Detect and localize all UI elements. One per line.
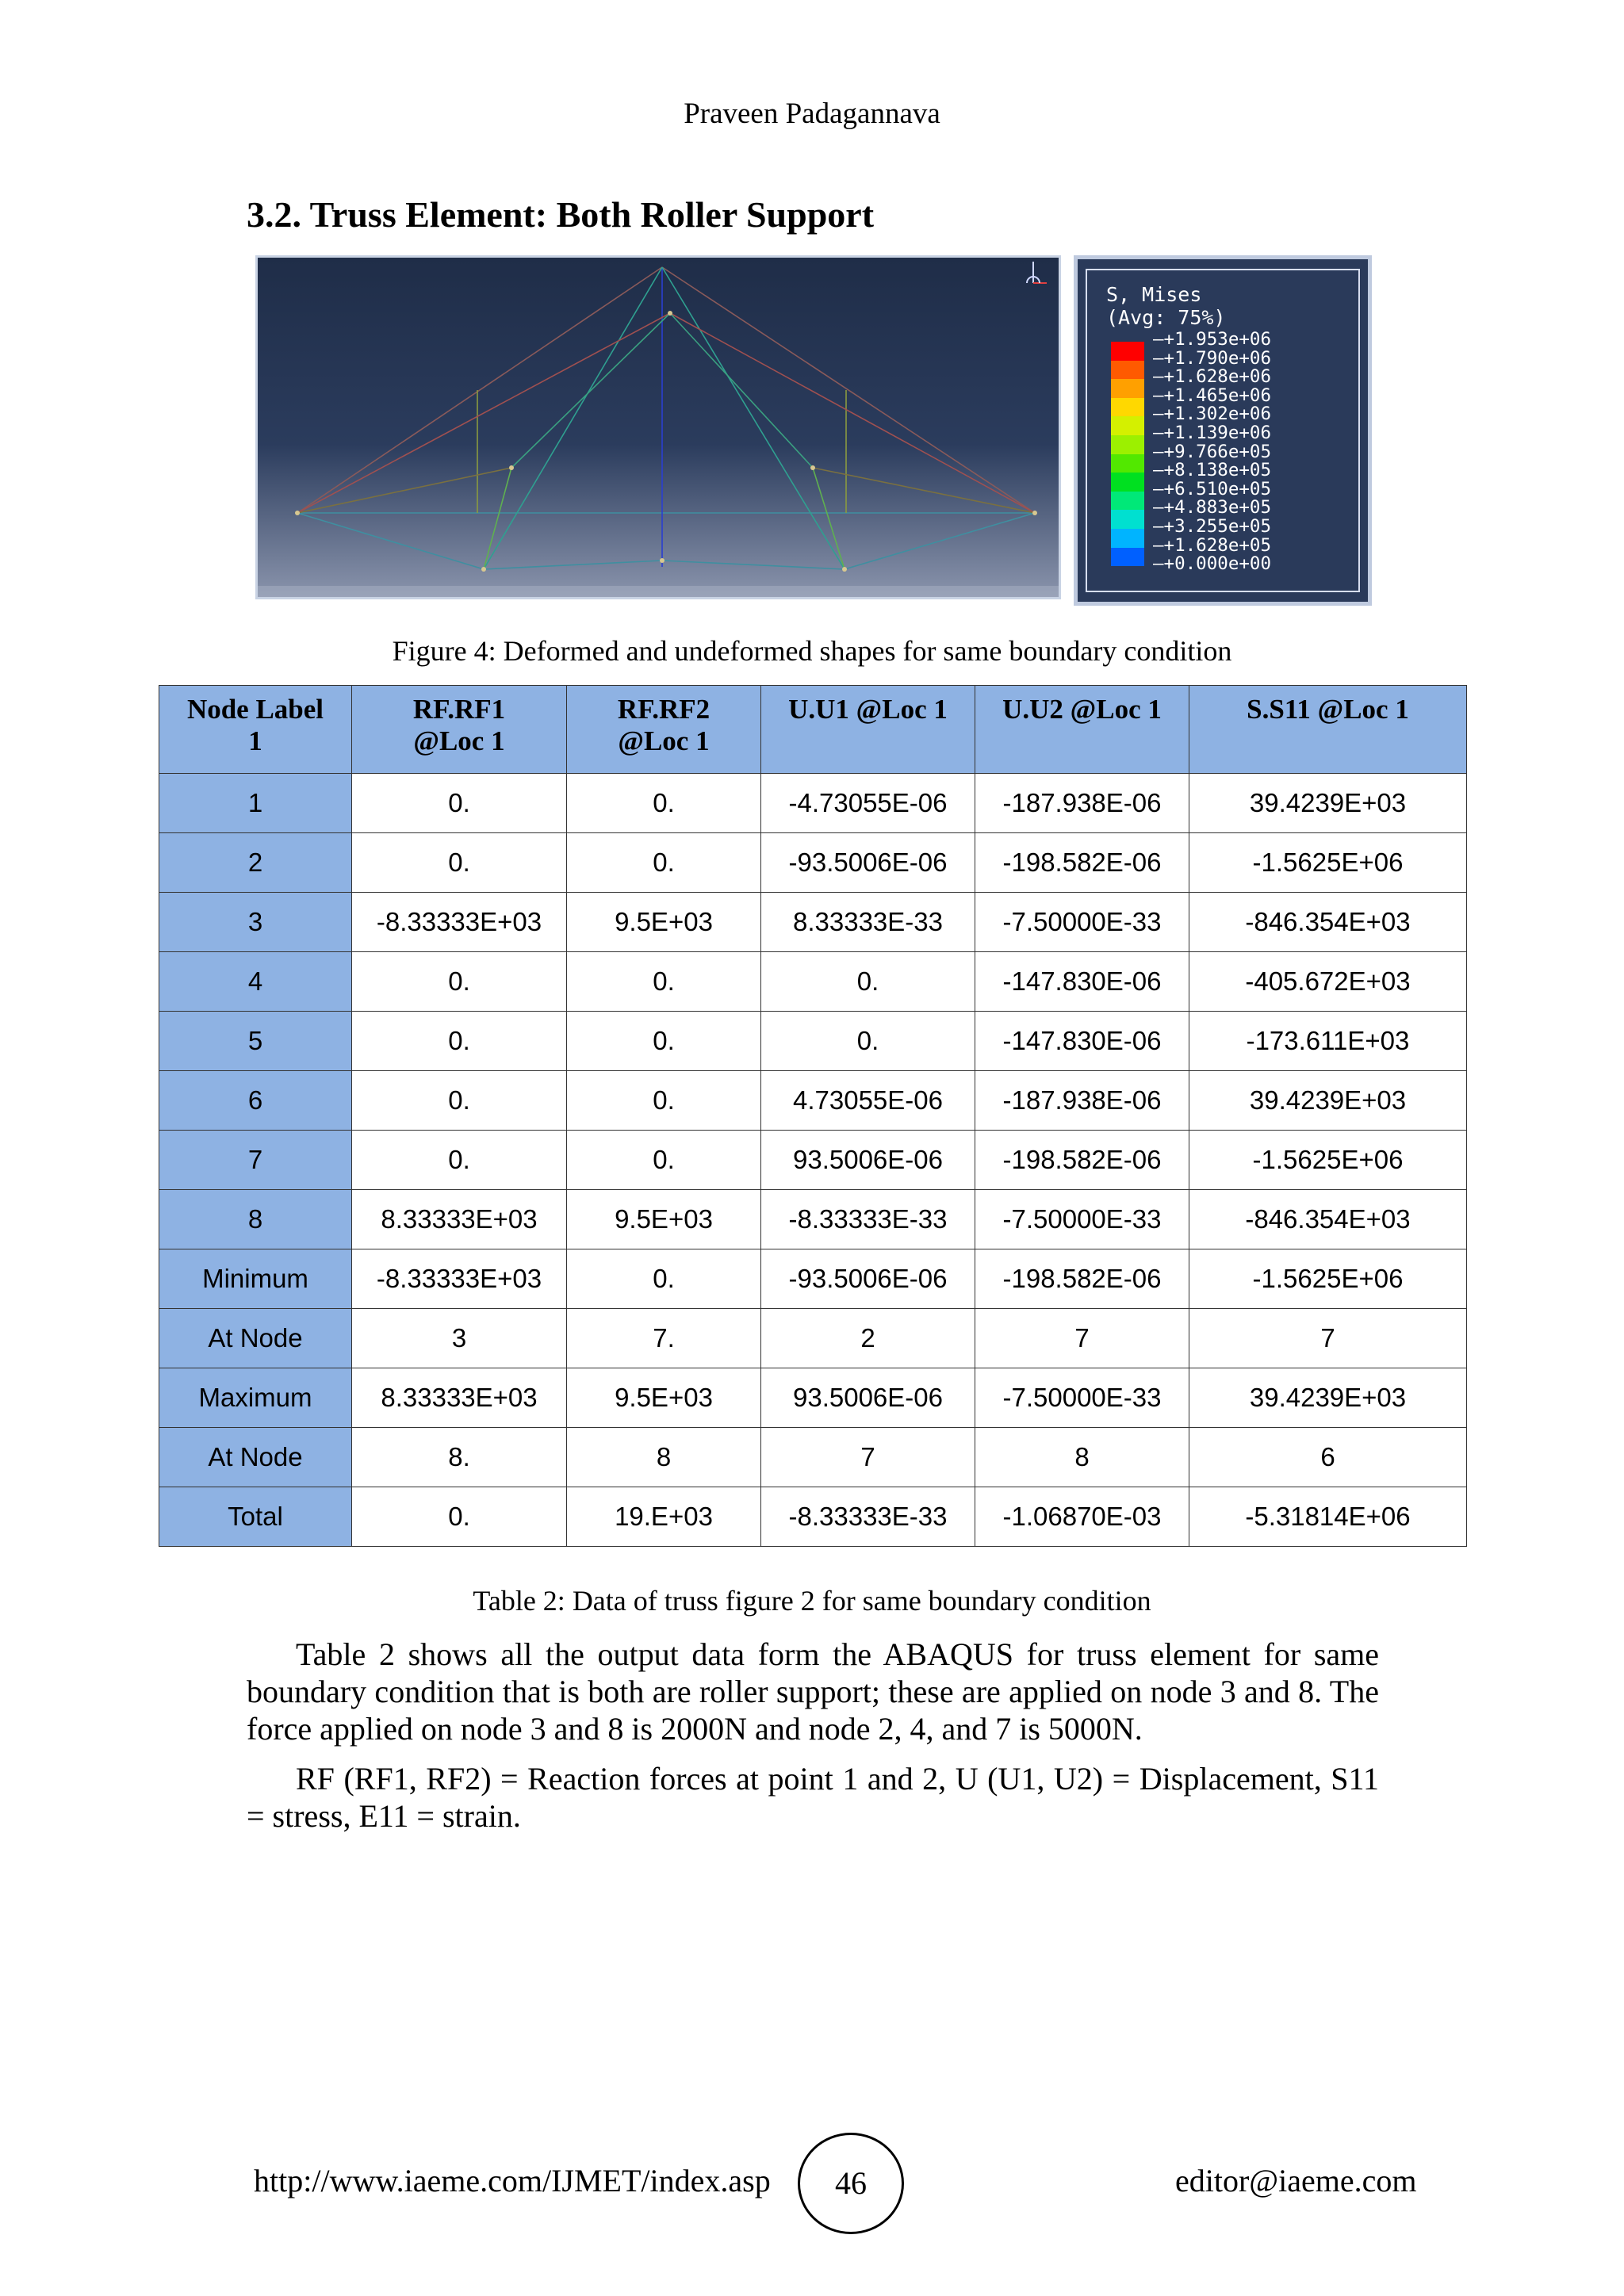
table-row-label: 1	[159, 774, 352, 833]
table-cell: 7	[975, 1309, 1189, 1368]
table-cell: 6	[1189, 1428, 1467, 1487]
table-cell: -5.31814E+06	[1189, 1487, 1467, 1547]
legend-value: – +6.510e+05	[1153, 480, 1271, 499]
table-cell: -187.938E-06	[975, 774, 1189, 833]
legend-value: – +4.883e+05	[1153, 499, 1271, 518]
table-cell: -93.5006E-06	[761, 1249, 975, 1309]
table-cell: 39.4239E+03	[1189, 1071, 1467, 1131]
table-row-label: 2	[159, 833, 352, 893]
table-cell: 9.5E+03	[567, 1368, 761, 1428]
table-header-cell	[567, 686, 761, 774]
running-head: Praveen Padagannava	[684, 98, 940, 130]
table-cell: -198.582E-06	[975, 833, 1189, 893]
truss-member	[484, 468, 511, 569]
table-cell: 7.	[567, 1309, 761, 1368]
table-cell: 8.33333E+03	[352, 1190, 567, 1249]
table-cell: -7.50000E-33	[975, 1190, 1189, 1249]
table-cell: 93.5006E-06	[761, 1131, 975, 1190]
legend-swatch	[1111, 398, 1144, 417]
body-paragraph: RF (RF1, RF2) = Reaction forces at point 1 and 2, U (U1, U2) = Displacement, S11 = stress, E11 = strain.	[247, 1761, 1379, 1834]
triad-axis-icon	[1027, 262, 1047, 283]
table-header-cell	[975, 686, 1189, 774]
table-header-text: 1	[248, 725, 262, 756]
table-row	[159, 1368, 1467, 1428]
legend-swatch	[1111, 379, 1144, 398]
table-cell: 39.4239E+03	[1189, 774, 1467, 833]
legend-value: – +3.255e+05	[1153, 518, 1271, 537]
truss-member	[297, 313, 670, 513]
table-cell: -846.354E+03	[1189, 1190, 1467, 1249]
table-row	[159, 1190, 1467, 1249]
table-cell: -4.73055E-06	[761, 774, 975, 833]
table-cell: 0.	[567, 1012, 761, 1071]
table-cell: 0.	[567, 833, 761, 893]
table-row	[159, 1309, 1467, 1368]
table-cell: 0.	[567, 774, 761, 833]
table-row-label: 6	[159, 1071, 352, 1131]
table-row-label: 3	[159, 893, 352, 952]
legend-value: – +1.628e+05	[1153, 537, 1271, 556]
legend-swatch	[1111, 548, 1144, 567]
table-header-text: U.U2 @Loc 1	[1002, 694, 1162, 725]
truss-member	[297, 468, 511, 513]
legend-swatch	[1111, 473, 1144, 492]
figure-caption: Figure 4: Deformed and undeformed shapes for same boundary condition	[392, 635, 1232, 667]
table-header-text: @Loc 1	[413, 725, 505, 756]
table-cell: 19.E+03	[567, 1487, 761, 1547]
table-row	[159, 1249, 1467, 1309]
legend-swatch	[1111, 510, 1144, 529]
table-row-label: 8	[159, 1190, 352, 1249]
legend-value: – +9.766e+05	[1153, 443, 1271, 462]
table-row-label: Maximum	[159, 1368, 352, 1428]
table-row	[159, 1071, 1467, 1131]
table-header-cell	[352, 686, 567, 774]
table-row	[159, 833, 1467, 893]
truss-node	[295, 511, 300, 515]
truss-member	[484, 267, 662, 569]
truss-member	[845, 513, 1035, 569]
truss-member	[511, 313, 670, 468]
table-cell: 3	[352, 1309, 567, 1368]
table-cell: -147.830E-06	[975, 952, 1189, 1012]
truss-member	[484, 561, 662, 569]
truss-member	[662, 267, 1035, 513]
section-heading: 3.2. Truss Element: Both Roller Support	[247, 194, 875, 235]
legend-swatch	[1111, 492, 1144, 511]
table-cell: 9.5E+03	[567, 893, 761, 952]
truss-member	[670, 313, 1035, 513]
table-cell: 4.73055E-06	[761, 1071, 975, 1131]
table-header-text: Node Label	[186, 694, 324, 725]
truss-drawing	[258, 258, 1059, 597]
footer-email-link[interactable]: editor@iaeme.com	[1175, 2163, 1417, 2198]
table-header-cell	[1189, 686, 1467, 774]
table-cell: -405.672E+03	[1189, 952, 1467, 1012]
table-cell: 0.	[352, 774, 567, 833]
table-header-text: U.U1 @Loc 1	[788, 694, 948, 725]
table-header-text: @Loc 1	[618, 725, 710, 756]
table-cell: 8.	[352, 1428, 567, 1487]
table-cell: -173.611E+03	[1189, 1012, 1467, 1071]
table-cell: -1.06870E-03	[975, 1487, 1189, 1547]
truss-member	[670, 313, 813, 468]
truss-member	[297, 267, 662, 513]
table-cell: -8.33333E-33	[761, 1487, 975, 1547]
contour-legend	[1074, 255, 1372, 606]
legend-value: – +1.465e+06	[1153, 387, 1271, 406]
truss-node	[509, 465, 514, 470]
table-cell: 0.	[352, 1071, 567, 1131]
truss-member	[662, 561, 845, 569]
results-table	[159, 685, 1467, 1547]
table-cell: 0.	[761, 952, 975, 1012]
table-cell: 8	[567, 1428, 761, 1487]
table-row	[159, 952, 1467, 1012]
table-row	[159, 774, 1467, 833]
table-cell: 0.	[352, 1012, 567, 1071]
table-cell: -198.582E-06	[975, 1131, 1189, 1190]
table-cell: -187.938E-06	[975, 1071, 1189, 1131]
truss-node	[842, 567, 847, 572]
legend-swatch	[1111, 454, 1144, 473]
table-caption: Table 2: Data of truss figure 2 for same boundary condition	[473, 1585, 1151, 1617]
legend-title-variable: S, Mises	[1106, 283, 1202, 306]
table-cell: 8.33333E-33	[761, 893, 975, 952]
legend-value: – +1.953e+06	[1153, 331, 1271, 350]
table-cell: 39.4239E+03	[1189, 1368, 1467, 1428]
table-row-label: Minimum	[159, 1249, 352, 1309]
legend-swatch	[1111, 342, 1144, 361]
legend-value: – +1.628e+06	[1153, 368, 1271, 387]
truss-node	[660, 558, 665, 563]
table-header-text: RF.RF1	[412, 694, 506, 725]
truss-node	[1032, 511, 1037, 515]
table-row-label: Total	[159, 1487, 352, 1547]
table-header-text: S.S11 @Loc 1	[1247, 694, 1409, 725]
table-row	[159, 1428, 1467, 1487]
table-cell: -198.582E-06	[975, 1249, 1189, 1309]
table-cell: -1.5625E+06	[1189, 833, 1467, 893]
table-cell: 0.	[352, 1131, 567, 1190]
table-cell: 7	[1189, 1309, 1467, 1368]
legend-swatch	[1111, 416, 1144, 435]
truss-member	[297, 513, 484, 569]
table-cell: 2	[761, 1309, 975, 1368]
table-row	[159, 893, 1467, 952]
table-cell: 8	[975, 1428, 1189, 1487]
table-cell: -7.50000E-33	[975, 893, 1189, 952]
table-cell: -1.5625E+06	[1189, 1249, 1467, 1309]
table-cell: 0.	[352, 952, 567, 1012]
footer-url-link[interactable]: http://www.iaeme.com/IJMET/index.asp	[254, 2163, 771, 2198]
table-row	[159, 1487, 1467, 1547]
body-paragraph: Table 2 shows all the output data form the ABAQUS for truss element for same boundary condition that is both are roller support; these are applied on node 3 and 8. The force applied on node 3 and 8 is 2000N and node 2, 4, and 7 is 5000N.	[247, 1636, 1379, 1747]
legend-value: – +1.139e+06	[1153, 424, 1271, 443]
table-cell: -93.5006E-06	[761, 833, 975, 893]
table-row-label: At Node	[159, 1428, 352, 1487]
legend-swatch	[1111, 435, 1144, 454]
table-cell: 7	[761, 1428, 975, 1487]
table-cell: 0.	[761, 1012, 975, 1071]
table-cell: 0.	[567, 1071, 761, 1131]
table-row	[159, 1131, 1467, 1190]
table-cell: -8.33333E+03	[352, 1249, 567, 1309]
table-cell: -8.33333E+03	[352, 893, 567, 952]
legend-swatch	[1111, 361, 1144, 380]
table-cell: 0.	[567, 1249, 761, 1309]
legend-value: – +1.790e+06	[1153, 350, 1271, 369]
table-cell: -147.830E-06	[975, 1012, 1189, 1071]
legend-value: – +0.000e+00	[1153, 555, 1271, 574]
legend-title	[1106, 283, 1226, 329]
legend-values	[1153, 331, 1271, 574]
table-header-row	[159, 686, 1467, 774]
truss-node	[810, 465, 815, 470]
table-cell: -8.33333E-33	[761, 1190, 975, 1249]
table-cell: 8.33333E+03	[352, 1368, 567, 1428]
legend-value: – +1.302e+06	[1153, 405, 1271, 424]
table-cell: -1.5625E+06	[1189, 1131, 1467, 1190]
table-row-label: 4	[159, 952, 352, 1012]
legend-color-bar	[1111, 342, 1144, 566]
table-cell: 0.	[567, 952, 761, 1012]
viewport-status-strip	[258, 586, 1059, 597]
table-cell: 0.	[352, 833, 567, 893]
table-row-label: At Node	[159, 1309, 352, 1368]
table-cell: 0.	[352, 1487, 567, 1547]
truss-deformation-image	[255, 255, 1061, 599]
truss-member	[813, 468, 845, 569]
truss-node	[668, 311, 672, 316]
table-cell: 9.5E+03	[567, 1190, 761, 1249]
legend-value: – +8.138e+05	[1153, 461, 1271, 480]
table-header-cell	[761, 686, 975, 774]
table-cell: -7.50000E-33	[975, 1368, 1189, 1428]
table-header-text: RF.RF2	[617, 694, 710, 725]
table-cell: -846.354E+03	[1189, 893, 1467, 952]
table-cell: 93.5006E-06	[761, 1368, 975, 1428]
page-number: 46	[798, 2133, 904, 2234]
table-row-label: 5	[159, 1012, 352, 1071]
table-row	[159, 1012, 1467, 1071]
table-row-label: 7	[159, 1131, 352, 1190]
truss-node	[481, 567, 486, 572]
table-cell: 0.	[567, 1131, 761, 1190]
legend-swatch	[1111, 529, 1144, 548]
truss-member	[662, 267, 845, 569]
table-header-cell	[159, 686, 352, 774]
legend-title-averaging: (Avg: 75%)	[1106, 306, 1226, 329]
